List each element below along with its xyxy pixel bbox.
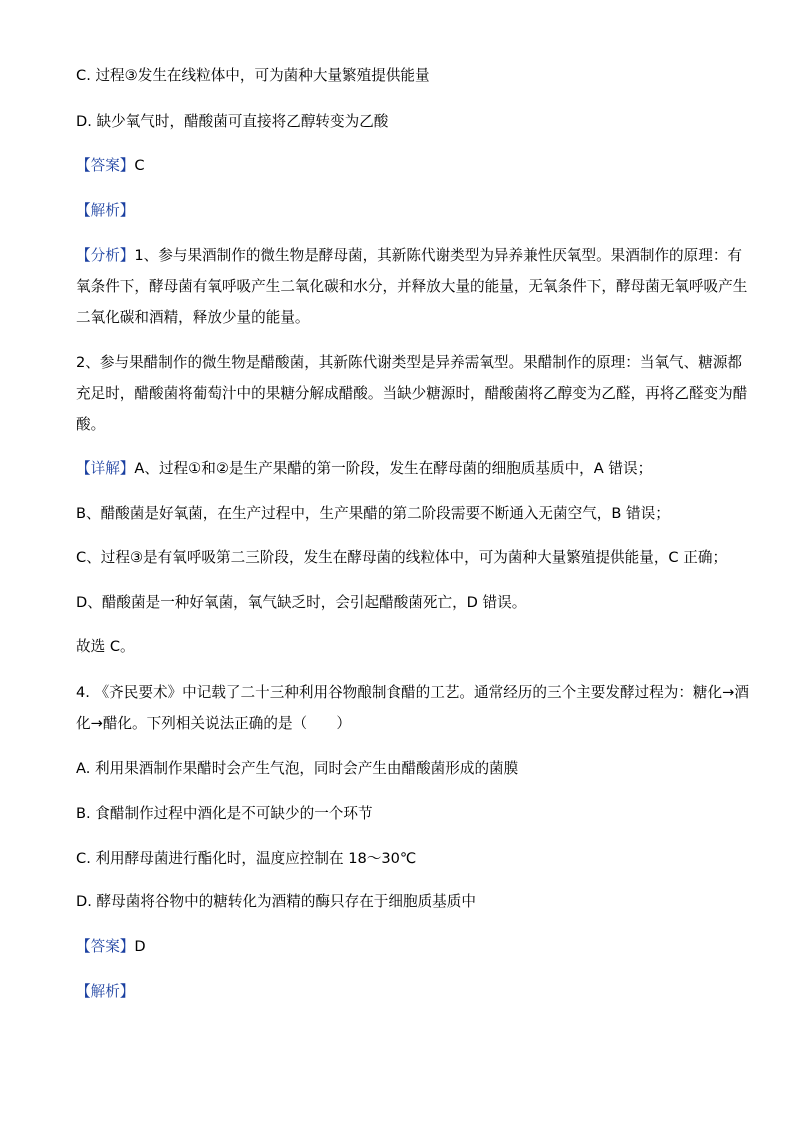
detail-label: 【详解】 (76, 460, 135, 477)
q3-detail-b: B、醋酸菌是好氧菌，在生产过程中，生产果醋的第二阶段需要不断通入无菌空气，B 错误； (76, 505, 670, 522)
fenxi-text: 1、参与果酒制作的微生物是酵母菌，其新陈代谢类型为异养兼性厌氧型。果酒制作的原理：有 (134, 247, 743, 264)
q3-answer (76, 155, 145, 177)
q3-point2-line-1: 2、参与果醋制作的微生物是醋酸菌，其新陈代谢类型是异养需氧型。果醋制作的原理：当氧气、糖源都 (76, 354, 743, 371)
answer-label: 【答案】 (76, 938, 135, 955)
q3-fenxi-line-2: 氧条件下，酵母菌有氧呼吸产生二氧化碳和水分，并释放大量的能量，无氧条件下，酵母菌无氧呼吸产生 (76, 278, 748, 295)
q3-fenxi-line-1 (76, 245, 742, 267)
q4-option-d: D. 酵母菌将谷物中的糖转化为酒精的酶只存在于细胞质基质中 (76, 893, 476, 910)
q3-fenxi-line-3: 二氧化碳和酒精，释放少量的能量。 (76, 309, 310, 326)
q4-stem-line-2: 化→醋化。下列相关说法正确的是（ ） (76, 715, 351, 732)
answer-value: C (134, 157, 145, 174)
q3-detail-a (76, 458, 652, 480)
q3-option-c: C. 过程③发生在线粒体中，可为菌种大量繁殖提供能量 (76, 67, 430, 84)
q3-detail-d: D、醋酸菌是一种好氧菌，氧气缺乏时，会引起醋酸菌死亡，D 错误。 (76, 594, 527, 611)
q4-option-a: A. 利用果酒制作果醋时会产生气泡，同时会产生由醋酸菌形成的菌膜 (76, 760, 519, 777)
q3-point2-line-3: 酸。 (76, 416, 106, 433)
detail-a-text: A、过程①和②是生产果醋的第一阶段，发生在酵母菌的细胞质基质中，A 错误； (134, 460, 653, 477)
fenxi-label: 【分析】 (76, 247, 135, 264)
q4-analysis-label: 【解析】 (76, 983, 135, 1000)
q3-detail-c: C、过程③是有氧呼吸第二三阶段，发生在酵母菌的线粒体中，可为菌种大量繁殖提供能量，C 正确； (76, 549, 728, 566)
q4-stem-line-1: 4. 《齐民要术》中记载了二十三种利用谷物酿制食醋的工艺。通常经历的三个主要发酵过程为：糖化→酒 (76, 684, 749, 701)
answer-value: D (134, 938, 146, 955)
q3-point2-line-2: 充足时，醋酸菌将葡萄汁中的果糖分解成醋酸。当缺少糖源时，醋酸菌将乙醇变为乙醛，再将乙醛变为醋 (76, 385, 748, 402)
q3-option-d: D. 缺少氧气时，醋酸菌可直接将乙醇转变为乙酸 (76, 113, 389, 130)
q4-option-c: C. 利用酵母菌进行酯化时，温度应控制在 18～30℃ (76, 850, 417, 867)
q3-analysis-label: 【解析】 (76, 202, 135, 219)
answer-label: 【答案】 (76, 157, 135, 174)
q4-answer (76, 936, 146, 958)
q4-option-b: B. 食醋制作过程中酒化是不可缺少的一个环节 (76, 805, 373, 822)
q3-conclusion: 故选 C。 (76, 638, 135, 655)
